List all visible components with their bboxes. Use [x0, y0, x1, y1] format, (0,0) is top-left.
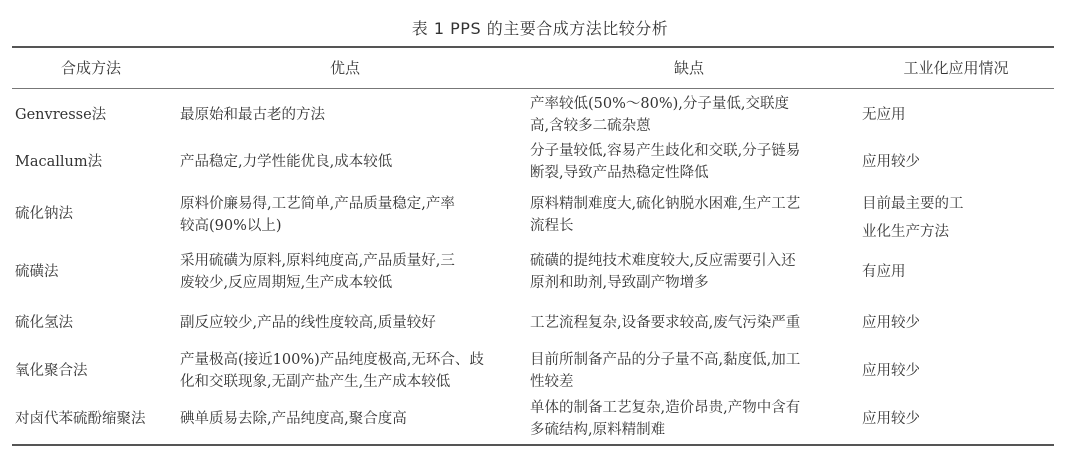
- table-row: [12, 90, 1054, 140]
- application-cell: [862, 151, 1042, 173]
- cons-line: 工艺流程复杂,设备要求较高,废气污染严重: [530, 315, 801, 331]
- cons-line: 目前所制备产品的分子量不高,黏度低,加工: [530, 352, 801, 368]
- application-cell: [862, 190, 1042, 246]
- method-cell: 氧化聚合法: [15, 363, 88, 379]
- pros-cell: [180, 312, 515, 334]
- cons-line: 原料精制难度大,硫化钠脱水困难,生产工艺: [530, 196, 801, 212]
- application-cell: [862, 312, 1042, 334]
- table-row: [12, 396, 1054, 444]
- pros-line: 化和交联现象,无副产盐产生,生产成本较低: [180, 374, 451, 390]
- application-line: 应用较少: [862, 315, 920, 331]
- pros-line: 产品稳定,力学性能优良,成本较低: [180, 154, 393, 170]
- pros-cell: [180, 250, 515, 294]
- cons-line: 分子量较低,容易产生歧化和交联,分子链易: [530, 143, 801, 159]
- method-cell: Macallum法: [15, 154, 103, 170]
- table-row: [12, 140, 1054, 190]
- pros-line: 废较少,反应周期短,生产成本较低: [180, 275, 393, 291]
- table-header-rule: [12, 88, 1054, 89]
- pros-line: 最原始和最古老的方法: [180, 107, 325, 123]
- pros-cell: [180, 151, 515, 173]
- cons-cell: [530, 250, 850, 294]
- pros-line: 副反应较少,产品的线性度较高,质量较好: [180, 315, 436, 331]
- pros-cell: [180, 408, 515, 430]
- application-cell: [862, 261, 1042, 283]
- pros-cell: [180, 349, 515, 393]
- pros-cell: [180, 104, 515, 126]
- method-cell: Genvresse法: [15, 107, 107, 123]
- cons-cell: [530, 93, 850, 137]
- pros-cell: [180, 193, 515, 237]
- application-cell: [862, 408, 1042, 430]
- application-line: 无应用: [862, 107, 906, 123]
- application-line: 业化生产方法: [862, 224, 949, 240]
- table-row: [12, 346, 1054, 396]
- pros-line: 碘单质易去除,产品纯度高,聚合度高: [180, 411, 407, 427]
- application-line: 有应用: [862, 264, 906, 280]
- application-cell: [862, 360, 1042, 382]
- cons-line: 流程长: [530, 218, 574, 234]
- table-row: [12, 190, 1054, 244]
- cons-cell: [530, 397, 850, 441]
- application-line: 目前最主要的工: [862, 196, 964, 212]
- cons-cell: [530, 140, 850, 184]
- column-header-method: 合成方法: [60, 59, 121, 77]
- table-row: [12, 303, 1054, 343]
- pros-line: 采用硫磺为原料,原料纯度高,产品质量好,三: [180, 253, 455, 269]
- cons-cell: [530, 193, 850, 237]
- cons-line: 多硫结构,原料精制难: [530, 422, 666, 438]
- method-cell: 对卤代苯硫酚缩聚法: [15, 411, 146, 427]
- cons-line: 性较差: [530, 374, 574, 390]
- pros-line: 较高(90%以上): [180, 218, 282, 234]
- cons-line: 单体的制备工艺复杂,造价昂贵,产物中含有: [530, 400, 801, 416]
- cons-line: 高,含较多二硫杂蒽: [530, 118, 651, 134]
- cons-line: 断裂,导致产品热稳定性降低: [530, 165, 709, 181]
- cons-line: 原剂和助剂,导致副产物增多: [530, 275, 709, 291]
- application-line: 应用较少: [862, 411, 920, 427]
- cons-line: 硫磺的提纯技术难度较大,反应需要引入还: [530, 253, 796, 269]
- pros-line: 产量极高(接近100%)产品纯度极高,无环合、歧: [180, 352, 484, 368]
- column-header-cons: 缺点: [673, 59, 704, 77]
- method-cell: 硫化钠法: [15, 206, 73, 222]
- method-cell: 硫化氢法: [15, 315, 73, 331]
- table-row: [12, 247, 1054, 297]
- method-cell: 硫磺法: [15, 264, 59, 280]
- column-header-application: 工业化应用情况: [903, 59, 1009, 77]
- table-caption: 表 1 PPS 的主要合成方法比较分析: [411, 19, 669, 38]
- cons-cell: [530, 349, 850, 393]
- application-line: 应用较少: [862, 363, 920, 379]
- cons-line: 产率较低(50%～80%),分子量低,交联度: [530, 96, 789, 112]
- column-header-pros: 优点: [329, 59, 360, 77]
- pros-line: 原料价廉易得,工艺简单,产品质量稳定,产率: [180, 196, 455, 212]
- application-cell: [862, 104, 1042, 126]
- application-line: 应用较少: [862, 154, 920, 170]
- table-bottom-rule: [12, 444, 1054, 446]
- cons-cell: [530, 312, 850, 334]
